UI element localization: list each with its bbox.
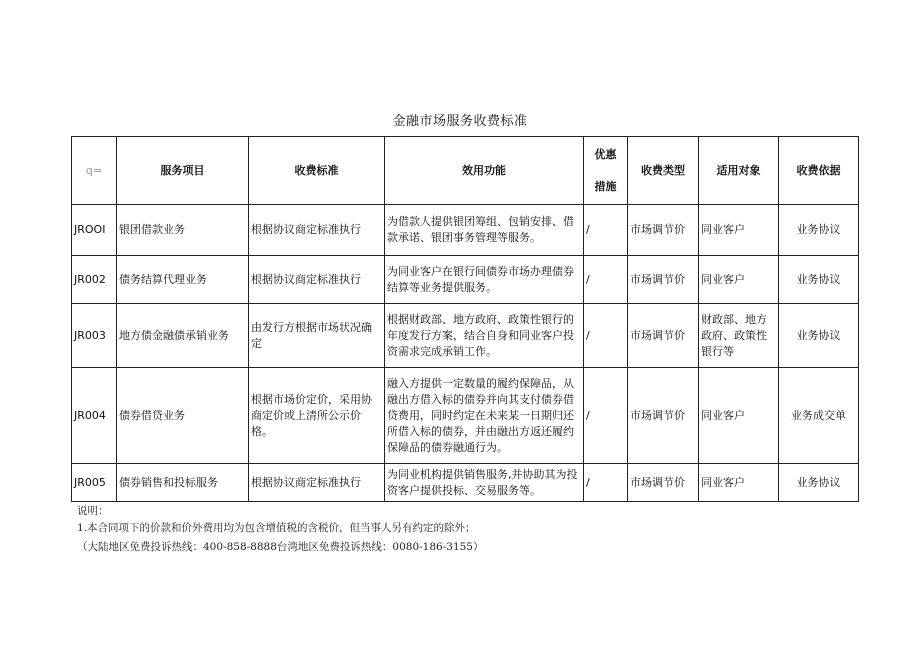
row-fee-type: 市场调节价 [628,368,699,464]
row-code: JR005 [72,464,117,502]
table-header-row [72,137,859,205]
header-standard: 收费标准 [249,137,385,205]
table-row [72,304,859,368]
header-item: 服务项目 [117,137,249,205]
header-code: q= [72,137,117,205]
row-standard: 根据市场价定价，采用协商定价或上清所公示价格。 [249,368,385,464]
row-code: JR002 [72,256,117,304]
row-fee-type: 市场调节价 [628,205,699,256]
row-fee-type: 市场调节价 [628,256,699,304]
header-fee-type: 收费类型 [628,137,699,205]
row-basis: 业务成交单 [779,368,859,464]
row-function: 根据财政部、地方政府、政策性银行的年度发行方案，结合自身和同业客户投资需求完成承销工作。 [385,304,584,368]
row-basis: 业务协议 [779,464,859,502]
row-standard: 由发行方根据市场状况确定 [249,304,385,368]
row-standard: 根据协议商定标准执行 [249,256,385,304]
row-discount: / [584,464,628,502]
row-discount: / [584,205,628,256]
row-code: JR003 [72,304,117,368]
header-discount [584,137,628,205]
row-item: 地方债金融债承销业务 [117,304,249,368]
fee-table [71,136,859,502]
row-function: 为同业客户在银行间债券市场办理债券结算等业务提供服务。 [385,256,584,304]
notes-label: 说明： [77,505,109,517]
row-target: 同业客户 [699,205,779,256]
row-item: 银团借款业务 [117,205,249,256]
row-code: JR004 [72,368,117,464]
document-title: 金融市场服务收费标准 [392,114,528,129]
row-fee-type: 市场调节价 [628,304,699,368]
row-basis: 业务协议 [779,205,859,256]
row-standard: 根据协议商定标准执行 [249,205,385,256]
row-discount: / [584,368,628,464]
row-basis: 业务协议 [779,256,859,304]
table-row [72,464,859,502]
notes-line-1: 1.本合同项下的价款和价外费用均为包含增值税的含税价，但当事人另有约定的除外； [77,522,476,534]
row-discount: / [584,256,628,304]
row-code: JROOI [72,205,117,256]
table-row [72,256,859,304]
header-function: 效用功能 [385,137,584,205]
row-discount: / [584,304,628,368]
notes-line-2: （大陆地区免费投诉热线：400-858-8888台湾地区免费投诉热线：0080-186-3155） [77,541,484,553]
row-target: 同业客户 [699,256,779,304]
header-basis: 收费依据 [779,137,859,205]
row-standard: 根据协议商定标准执行 [249,464,385,502]
row-target: 财政部、地方政府、政策性银行等 [699,304,779,368]
header-discount-line1: 优惠 [594,147,617,161]
row-item: 债务结算代理业务 [117,256,249,304]
row-target: 同业客户 [699,464,779,502]
table-row [72,368,859,464]
row-fee-type: 市场调节价 [628,464,699,502]
row-function: 为借款人提供银团筹组、包销安排、借款承诺、银团事务管理等服务。 [385,205,584,256]
row-basis: 业务协议 [779,304,859,368]
row-function: 为同业机构提供销售服务,并协助其为投资客户提供投标、交易服务等。 [385,464,584,502]
row-item: 债券借贷业务 [117,368,249,464]
row-item: 债券销售和投标服务 [117,464,249,502]
row-target: 同业客户 [699,368,779,464]
table-row [72,205,859,256]
header-discount-line2: 措施 [594,179,617,193]
row-function: 融入方提供一定数量的履约保障品，从融出方借入标的债券并向其支付债券借贷费用，同时约定在未来某一日期归还所借入标的债券，并由融出方返还履约保障品的债券融通行为。 [385,368,584,464]
header-target: 适用对象 [699,137,779,205]
